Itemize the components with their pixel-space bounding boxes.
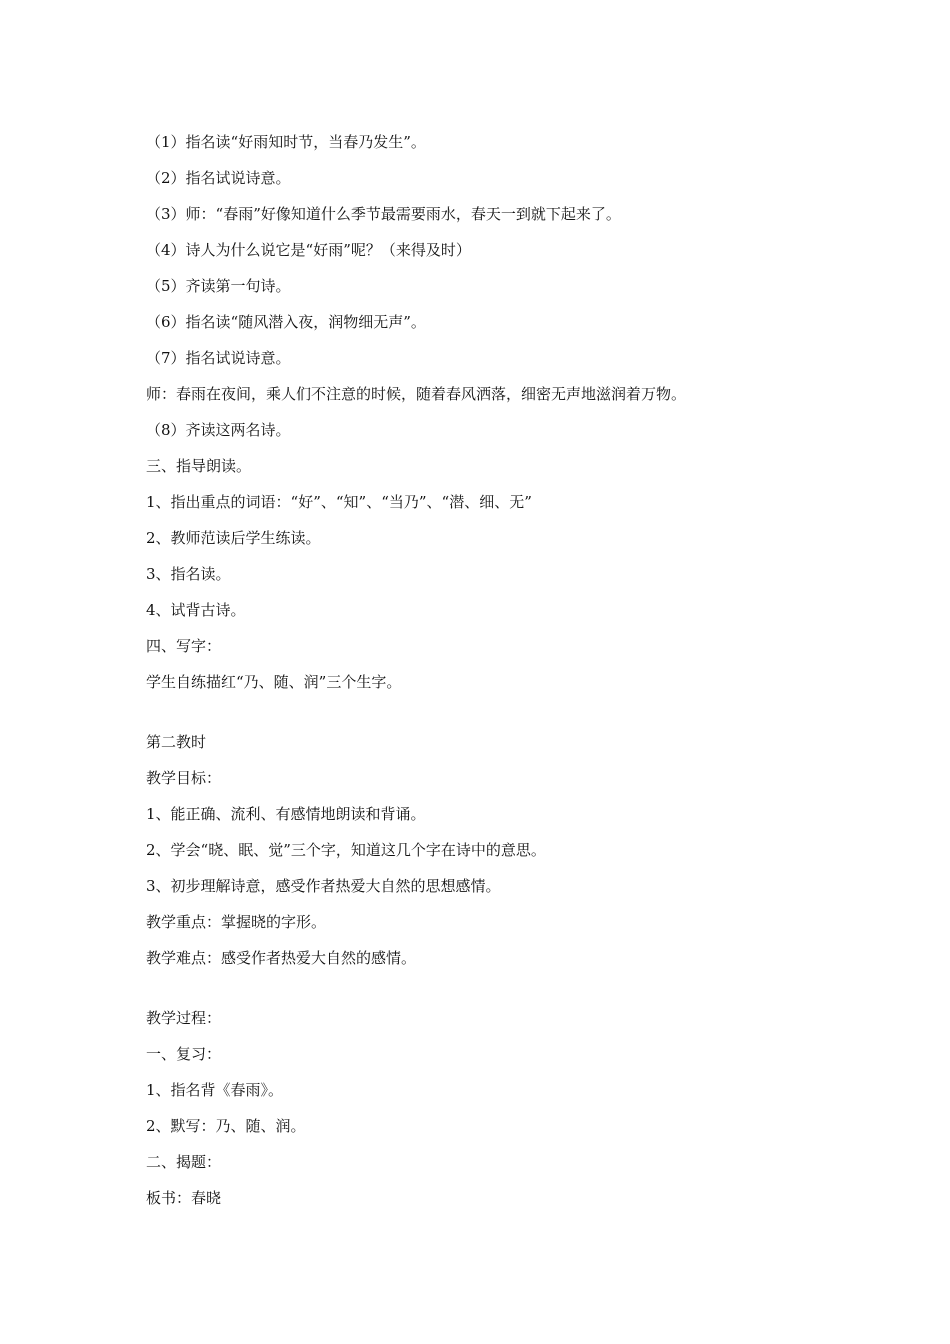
text-line-26: 1、指名背《春雨》。	[146, 1081, 284, 1099]
text-line-8: 师：春雨在夜间，乘人们不注意的时候，随着春风洒落，细密无声地滋润着万物。	[146, 385, 687, 403]
text-line-7: （7）指名试说诗意。	[146, 349, 291, 367]
text-line-9: （8）齐读这两名诗。	[146, 421, 291, 439]
text-line-20: 2、学会“晓、眠、觉”三个字，知道这几个字在诗中的意思。	[146, 841, 546, 859]
text-line-16: 学生自练描红“乃、随、润”三个生字。	[146, 673, 402, 691]
text-line-3: （3）师：“春雨”好像知道什么季节最需要雨水，春天一到就下起来了。	[146, 205, 621, 223]
difficulty-line: 教学难点：感受作者热爱大自然的感情。	[146, 949, 417, 967]
text-line-19: 1、能正确、流利、有感情地朗读和背诵。	[146, 805, 426, 823]
text-line-21: 3、初步理解诗意，感受作者热爱大自然的思想感情。	[146, 877, 501, 895]
text-line-2: （2）指名试说诗意。	[146, 169, 291, 187]
text-line-27: 2、默写：乃、随、润。	[146, 1117, 306, 1135]
text-line-11: 1、指出重点的词语：“好”、“知”、“当乃”、“潜、细、无”	[146, 493, 532, 511]
section-heading-review: 一、复习：	[146, 1045, 222, 1063]
section-heading-reading: 三、指导朗读。	[146, 457, 252, 475]
text-line-29: 板书：春晓	[146, 1189, 222, 1207]
text-line-4: （4）诗人为什么说它是“好雨”呢？（来得及时）	[146, 241, 471, 259]
text-line-5: （5）齐读第一句诗。	[146, 277, 291, 295]
text-line-1: （1）指名读“好雨知时节，当春乃发生”。	[146, 133, 426, 151]
section-heading-topic: 二、揭题：	[146, 1153, 222, 1171]
objectives-heading: 教学目标：	[146, 769, 222, 787]
text-line-6: （6）指名读“随风潜入夜，润物细无声”。	[146, 313, 426, 331]
text-line-12: 2、教师范读后学生练读。	[146, 529, 321, 547]
spacer	[146, 976, 826, 1000]
section-heading-writing: 四、写字：	[146, 637, 222, 655]
process-heading: 教学过程：	[146, 1009, 222, 1027]
key-point-line: 教学重点：掌握晓的字形。	[146, 913, 327, 931]
text-line-13: 3、指名读。	[146, 565, 231, 583]
text-line-14: 4、试背古诗。	[146, 601, 246, 619]
document-body	[146, 124, 826, 1216]
lesson-heading: 第二教时	[146, 733, 207, 751]
spacer	[146, 700, 826, 724]
